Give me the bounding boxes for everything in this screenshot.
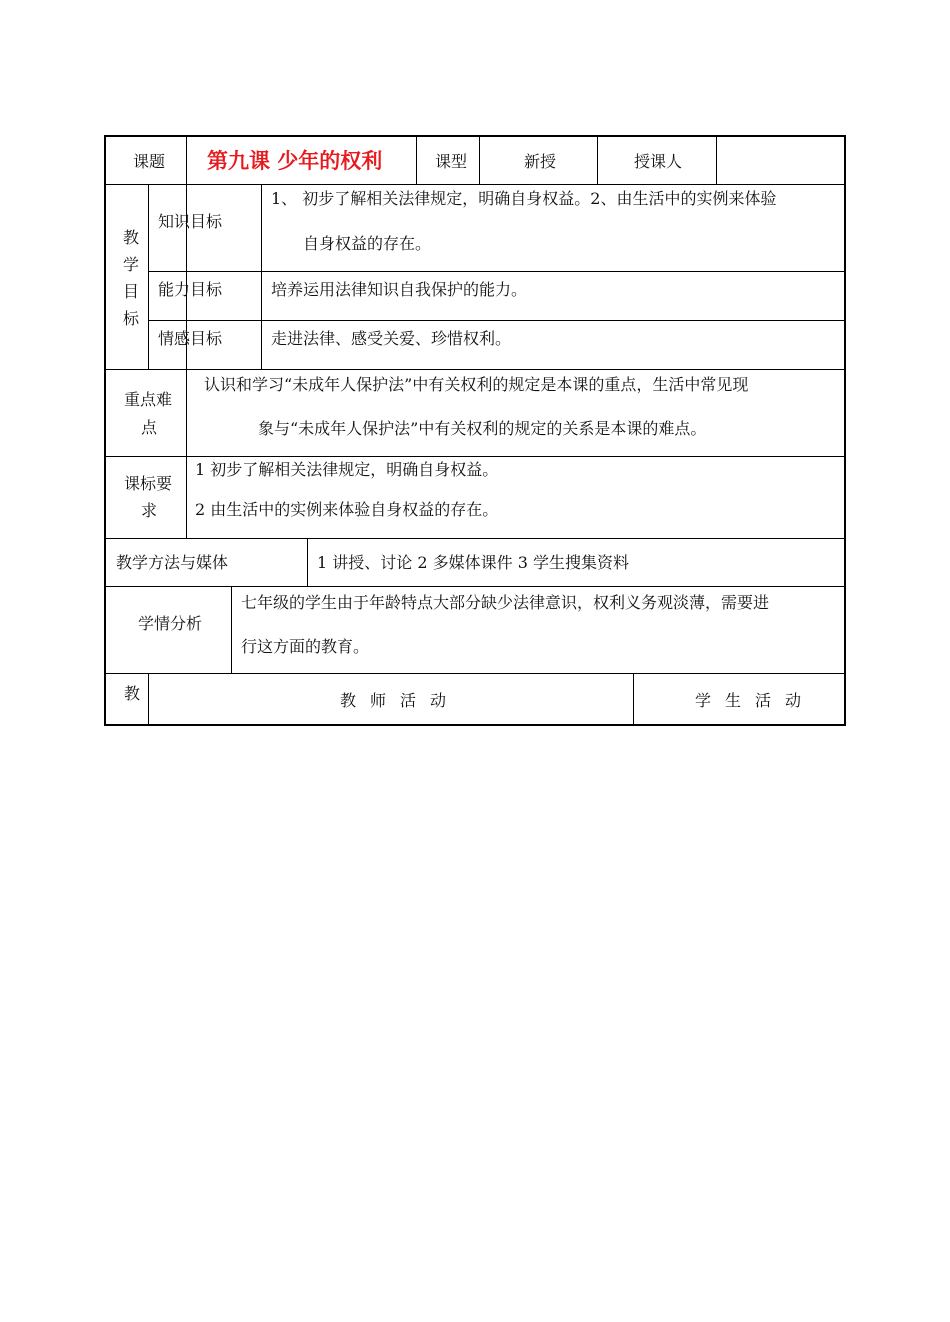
emotion-label: 情感目标 — [158, 329, 223, 348]
analysis-text-line2: 行这方面的教育。 — [241, 637, 370, 656]
lesson-title: 第九课 少年的权利 — [207, 148, 383, 173]
row-divider — [148, 271, 845, 272]
emotion-text: 走进法律、感受关爱、珍惜权利。 — [271, 329, 512, 348]
teacher-label: 授课人 — [634, 152, 683, 171]
col-divider — [633, 673, 634, 725]
ability-text: 培养运用法律知识自我保护的能力。 — [271, 280, 528, 299]
row-divider — [105, 456, 845, 457]
type-value: 新授 — [524, 152, 557, 171]
col-divider — [186, 369, 187, 538]
ability-label: 能力目标 — [158, 280, 223, 299]
row-divider — [105, 538, 845, 539]
col-divider — [597, 136, 598, 184]
key-points-label-line2: 点 — [141, 418, 158, 437]
col-divider — [479, 136, 480, 184]
analysis-text-line1: 七年级的学生由于年龄特点大部分缺少法律意识，权利义务观淡薄，需要进 — [241, 593, 770, 612]
methods-label: 教学方法与媒体 — [116, 553, 229, 572]
col-divider — [148, 673, 149, 725]
objectives-label: 教学目标 — [122, 228, 139, 328]
knowledge-text-line2: 自身权益的存在。 — [303, 234, 432, 253]
methods-text: 1 讲授、讨论 2 多媒体课件 3 学生搜集资料 — [317, 553, 629, 572]
student-activity-heading: 学生活动 — [695, 691, 816, 710]
knowledge-label: 知识目标 — [158, 212, 223, 231]
standards-text-line2: 2 由生活中的实例来体验自身权益的存在。 — [195, 500, 499, 519]
type-label: 课型 — [435, 152, 468, 171]
knowledge-text-line1: 1、 初步了解相关法律规定，明确自身权益。2、由生活中的实例来体验 — [271, 189, 777, 208]
col-divider — [261, 184, 262, 369]
row-divider — [105, 369, 845, 370]
col-divider — [231, 586, 232, 673]
key-points-text-line1: 认识和学习“未成年人保护法”中有关权利的规定是本课的重点，生活中常见现 — [204, 375, 749, 394]
analysis-label: 学情分析 — [138, 614, 203, 633]
col-divider — [716, 136, 717, 184]
col-divider — [416, 136, 417, 184]
col-divider — [148, 184, 149, 369]
row-divider — [105, 586, 845, 587]
topic-label: 课题 — [133, 152, 166, 171]
standards-label-line2: 求 — [141, 501, 158, 520]
process-label: 教 — [124, 684, 141, 703]
key-points-label-line1: 重点难 — [124, 390, 173, 409]
row-divider — [105, 673, 845, 674]
standards-text-line1: 1 初步了解相关法律规定，明确自身权益。 — [195, 460, 499, 479]
teacher-activity-heading: 教师活动 — [340, 691, 461, 710]
row-divider — [148, 320, 845, 321]
col-divider — [307, 538, 308, 586]
standards-label-line1: 课标要 — [124, 474, 173, 493]
key-points-text-line2: 象与“未成年人保护法”中有关权利的规定的关系是本课的难点。 — [258, 419, 707, 438]
row-divider — [105, 184, 845, 185]
